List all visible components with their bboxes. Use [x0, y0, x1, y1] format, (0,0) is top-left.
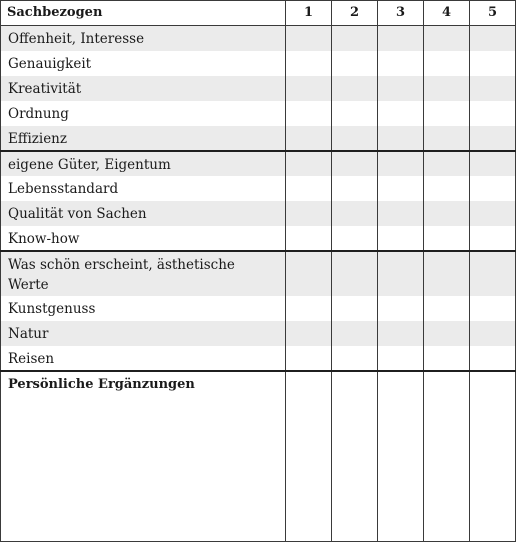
value-label: Know-how: [1, 226, 286, 251]
rating-cell-4[interactable]: [424, 176, 470, 201]
value-label: Was schön erscheint, ästhetische Werte: [1, 251, 286, 296]
table-row: [1, 101, 516, 126]
rating-cell-4[interactable]: [424, 26, 470, 51]
value-label: Genauigkeit: [1, 51, 286, 76]
table-row: [1, 26, 516, 51]
rating-cell-5[interactable]: [470, 51, 516, 76]
table-row: [1, 346, 516, 371]
rating-cell-3[interactable]: [378, 76, 424, 101]
table-row: [1, 126, 516, 151]
rating-cell-1[interactable]: [286, 321, 332, 346]
rating-cell-5[interactable]: [470, 76, 516, 101]
rating-cell-4[interactable]: [424, 101, 470, 126]
rating-cell-1[interactable]: [286, 201, 332, 226]
rating-cell-2[interactable]: [332, 176, 378, 201]
table-row: [1, 151, 516, 176]
rating-column-1: 1: [286, 1, 332, 26]
table-row: [1, 176, 516, 201]
rating-cell-1[interactable]: [286, 346, 332, 371]
value-label: Lebensstandard: [1, 176, 286, 201]
rating-cell-2[interactable]: [332, 346, 378, 371]
additions-row: [1, 371, 516, 542]
rating-cell-5[interactable]: [470, 201, 516, 226]
rating-cell-3[interactable]: [378, 321, 424, 346]
rating-cell-2[interactable]: [332, 126, 378, 151]
additions-rating-cell-2[interactable]: [332, 371, 378, 542]
value-label: Kreativität: [1, 76, 286, 101]
rating-cell-5[interactable]: [470, 151, 516, 176]
rating-cell-3[interactable]: [378, 176, 424, 201]
rating-cell-1[interactable]: [286, 176, 332, 201]
value-label: Offenheit, Interesse: [1, 26, 286, 51]
rating-cell-3[interactable]: [378, 126, 424, 151]
additions-label[interactable]: Persönliche Ergänzungen: [1, 371, 286, 542]
rating-cell-1[interactable]: [286, 151, 332, 176]
rating-column-3: 3: [378, 1, 424, 26]
rating-cell-4[interactable]: [424, 226, 470, 251]
rating-cell-2[interactable]: [332, 26, 378, 51]
rating-cell-5[interactable]: [470, 296, 516, 321]
rating-cell-2[interactable]: [332, 101, 378, 126]
rating-cell-5[interactable]: [470, 126, 516, 151]
rating-column-4: 4: [424, 1, 470, 26]
rating-cell-3[interactable]: [378, 226, 424, 251]
value-label: Qualität von Sachen: [1, 201, 286, 226]
value-label: Ordnung: [1, 101, 286, 126]
rating-cell-1[interactable]: [286, 226, 332, 251]
section-title: Sachbezogen: [1, 1, 286, 26]
rating-cell-3[interactable]: [378, 346, 424, 371]
rating-cell-3[interactable]: [378, 51, 424, 76]
rating-cell-4[interactable]: [424, 321, 470, 346]
additions-rating-cell-5[interactable]: [470, 371, 516, 542]
rating-cell-4[interactable]: [424, 296, 470, 321]
value-label: Effizienz: [1, 126, 286, 151]
rating-cell-5[interactable]: [470, 176, 516, 201]
rating-cell-2[interactable]: [332, 201, 378, 226]
table-row: [1, 201, 516, 226]
rating-cell-5[interactable]: [470, 321, 516, 346]
rating-column-2: 2: [332, 1, 378, 26]
rating-cell-5[interactable]: [470, 346, 516, 371]
rating-cell-3[interactable]: [378, 151, 424, 176]
rating-cell-1[interactable]: [286, 51, 332, 76]
value-label: Natur: [1, 321, 286, 346]
additions-rating-cell-3[interactable]: [378, 371, 424, 542]
rating-cell-4[interactable]: [424, 151, 470, 176]
rating-cell-5[interactable]: [470, 226, 516, 251]
header-row: [1, 1, 516, 26]
rating-cell-2[interactable]: [332, 151, 378, 176]
rating-cell-1[interactable]: [286, 76, 332, 101]
additions-rating-cell-1[interactable]: [286, 371, 332, 542]
rating-cell-3[interactable]: [378, 101, 424, 126]
additions-rating-cell-4[interactable]: [424, 371, 470, 542]
rating-cell-3[interactable]: [378, 26, 424, 51]
rating-cell-4[interactable]: [424, 126, 470, 151]
rating-cell-2[interactable]: [332, 76, 378, 101]
rating-cell-2[interactable]: [332, 226, 378, 251]
rating-cell-3[interactable]: [378, 251, 424, 296]
rating-cell-4[interactable]: [424, 251, 470, 296]
table-row: [1, 296, 516, 321]
table-row: [1, 251, 516, 296]
rating-cell-5[interactable]: [470, 26, 516, 51]
table-row: [1, 321, 516, 346]
rating-cell-1[interactable]: [286, 126, 332, 151]
value-label: eigene Güter, Eigentum: [1, 151, 286, 176]
rating-cell-4[interactable]: [424, 201, 470, 226]
rating-cell-1[interactable]: [286, 26, 332, 51]
rating-cell-1[interactable]: [286, 101, 332, 126]
rating-cell-2[interactable]: [332, 296, 378, 321]
rating-column-5: 5: [470, 1, 516, 26]
rating-cell-2[interactable]: [332, 321, 378, 346]
rating-cell-3[interactable]: [378, 201, 424, 226]
table-row: [1, 76, 516, 101]
value-label: Reisen: [1, 346, 286, 371]
rating-cell-5[interactable]: [470, 101, 516, 126]
rating-cell-4[interactable]: [424, 76, 470, 101]
rating-cell-2[interactable]: [332, 251, 378, 296]
rating-cell-4[interactable]: [424, 346, 470, 371]
rating-cell-1[interactable]: [286, 251, 332, 296]
rating-cell-4[interactable]: [424, 51, 470, 76]
rating-cell-5[interactable]: [470, 251, 516, 296]
table-row: [1, 51, 516, 76]
table-row: [1, 226, 516, 251]
rating-cell-3[interactable]: [378, 296, 424, 321]
value-label: Kunstgenuss: [1, 296, 286, 321]
rating-cell-2[interactable]: [332, 51, 378, 76]
rating-cell-1[interactable]: [286, 296, 332, 321]
